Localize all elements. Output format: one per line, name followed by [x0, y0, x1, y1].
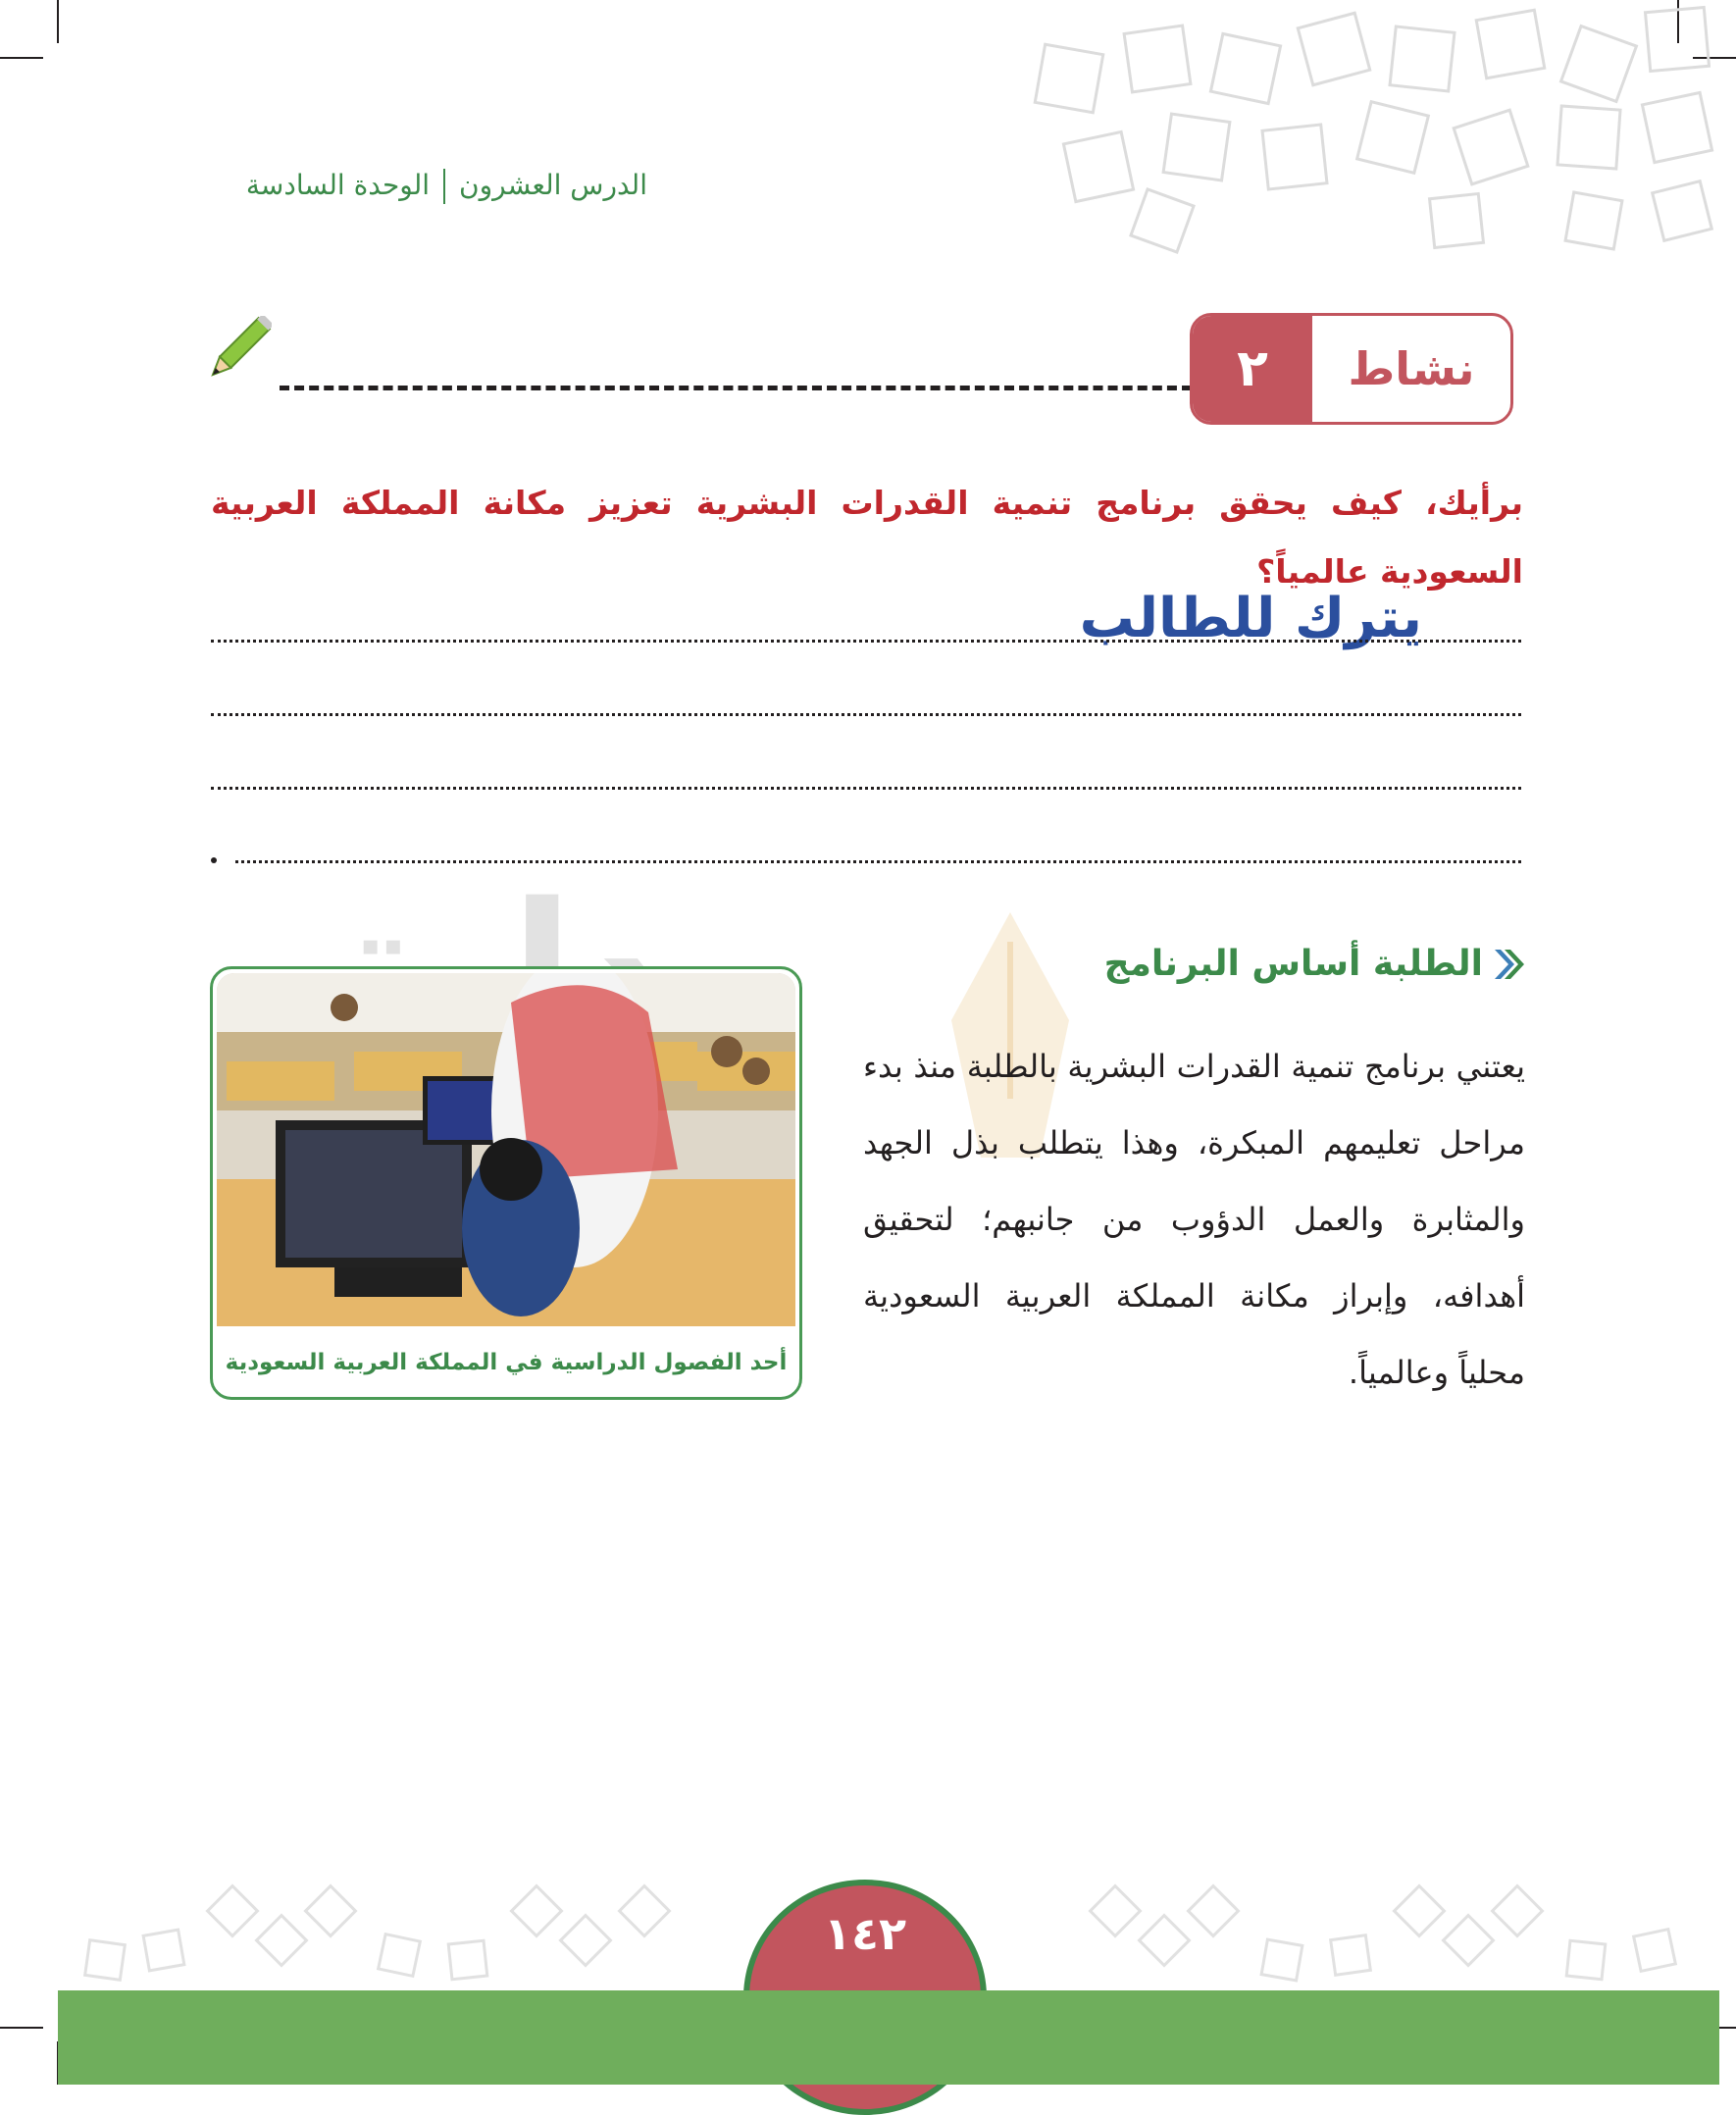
footer-bar	[58, 1990, 1719, 2085]
activity-question: برأيك، كيف يحقق برنامج تنمية القدرات البشرية تعزيز مكانة المملكة العربية السعودية عالمياً؟	[211, 484, 1523, 591]
section-body: يعتني برنامج تنمية القدرات البشرية بالطلبة منذ بدء مراحل تعليمهم المبكرة، وهذا يتطلب بذل الجهد والمثابرة والعمل الدؤوب من جانبهم؛ لتحقيق أهدافه، وإبراز مكانة المملكة العربية السعودية محلياً وعالمياً.	[863, 1048, 1525, 1391]
classroom-photo	[217, 973, 795, 1326]
classroom-photo-frame	[210, 966, 802, 1400]
unit-title: الوحدة السادسة	[245, 169, 431, 201]
activity-divider	[280, 386, 1192, 390]
section-heading-text: الطلبة أساس البرنامج	[1103, 944, 1483, 984]
photo-caption: أحد الفصول الدراسية في المملكة العربية السعودية	[225, 1350, 788, 1375]
section-heading	[981, 944, 1524, 984]
handwritten-answer: يترك للطالب	[1079, 587, 1422, 650]
answer-line[interactable]	[211, 713, 1521, 716]
crop-mark	[57, 0, 59, 43]
activity-label: نشاط	[1348, 342, 1475, 395]
crop-mark	[0, 2027, 43, 2029]
pencil-icon	[201, 316, 272, 387]
activity-number: ٢	[1193, 316, 1312, 422]
answer-line[interactable]	[211, 640, 1521, 643]
classroom-illustration	[217, 973, 795, 1326]
page-number: ١٤٢	[823, 1907, 907, 1960]
double-chevron-icon	[1495, 948, 1524, 981]
header-divider	[443, 169, 445, 204]
corner-pattern	[1020, 0, 1736, 265]
lesson-title: الدرس العشرون	[459, 169, 647, 201]
unit-lesson-header	[206, 169, 647, 204]
answer-line[interactable]	[211, 787, 1521, 790]
line-end-dot	[211, 857, 217, 863]
crop-mark	[0, 57, 43, 59]
activity-tab	[1190, 313, 1513, 425]
